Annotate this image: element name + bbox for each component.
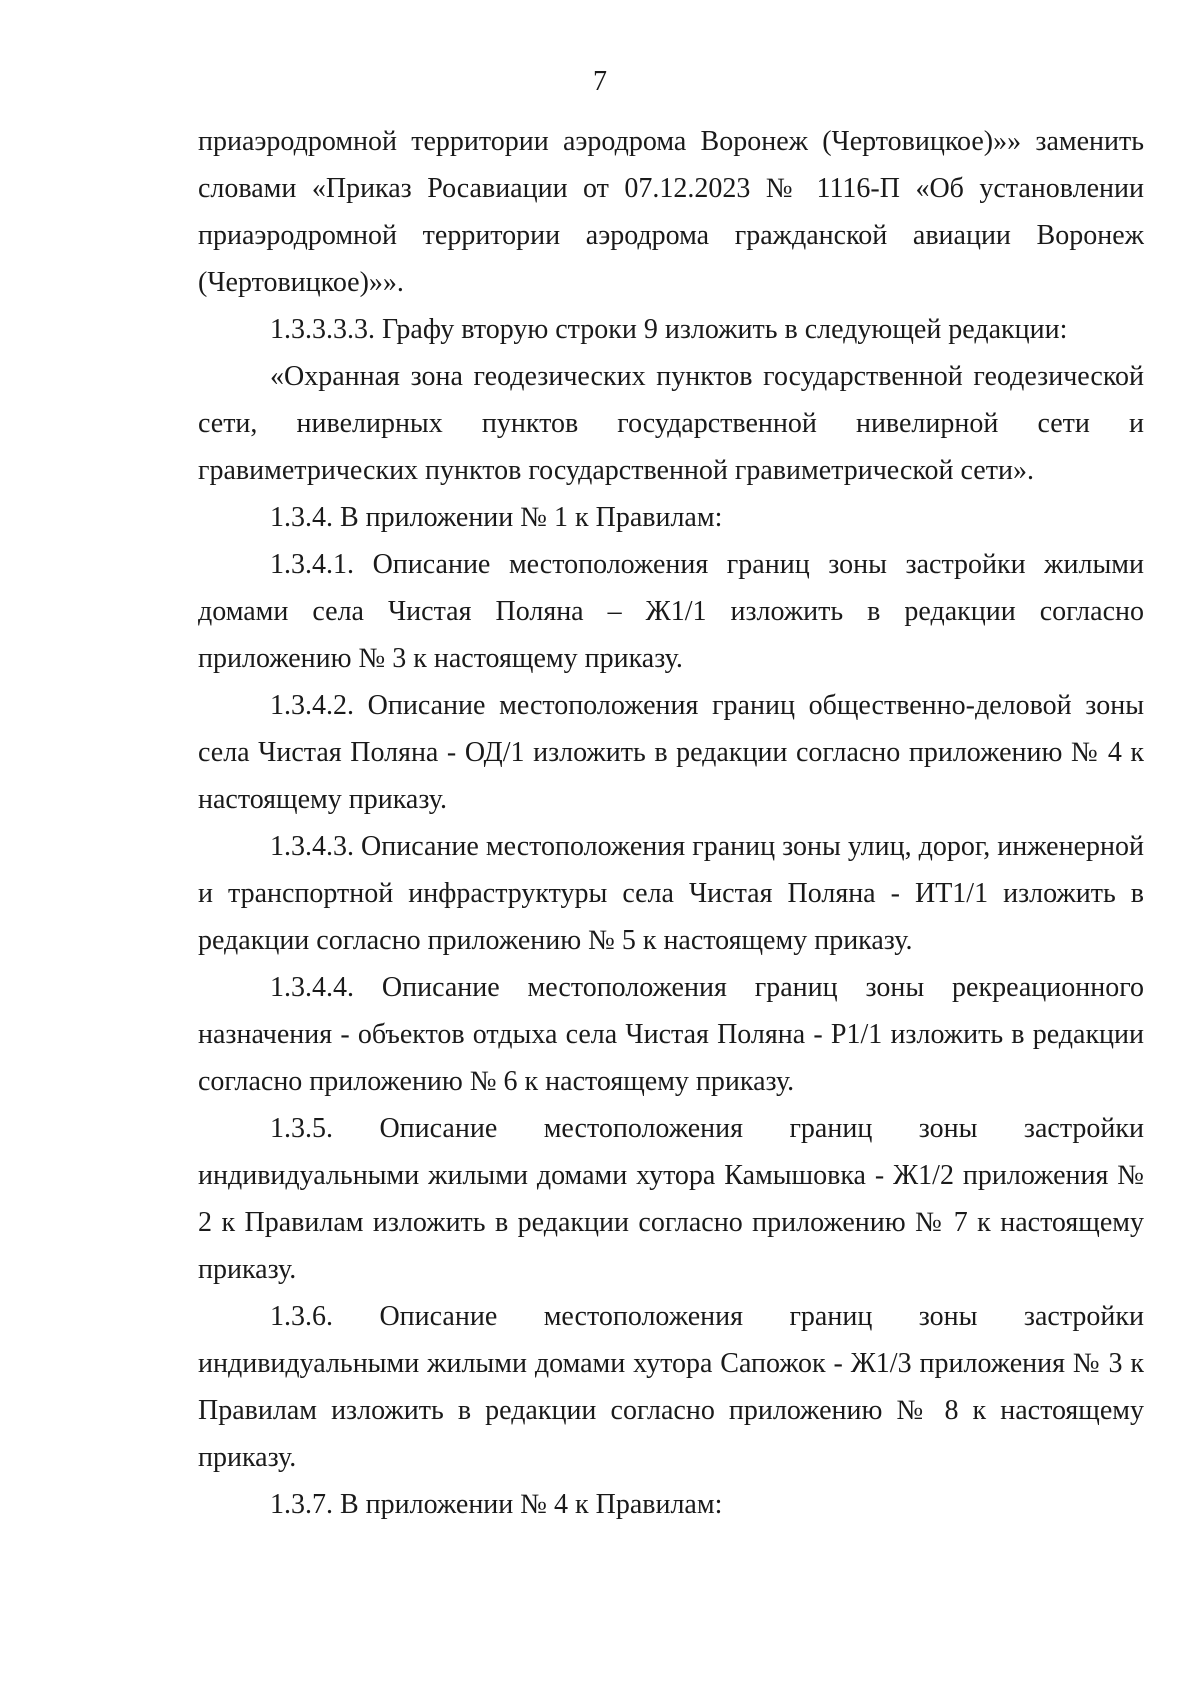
page-number: 7 <box>593 66 607 97</box>
paragraph-1-3-6: 1.3.6. Описание местоположения границ зоны застройки индивидуальными жилыми домами хутора Сапожок - Ж1/3 приложения № 3 к Правилам изложить в редакции согласно приложению № 8 к настоящему приказу. <box>198 1301 1144 1473</box>
paragraph-1-3-4-3: 1.3.4.3. Описание местоположения границ зоны улиц, дорог, инженерной и транспортной инфраструктуры села Чистая Поляна - ИТ1/1 изложить в редакции согласно приложению № 5 к настоящему приказу. <box>198 831 1144 956</box>
paragraph-1-3-4-4: 1.3.4.4. Описание местоположения границ зоны рекреационного назначения - объектов отдыха села Чистая Поляна - Р1/1 изложить в редакции согласно приложению № 6 к настоящему приказу. <box>198 972 1144 1097</box>
paragraph-1-3-4-1: 1.3.4.1. Описание местоположения границ зоны застройки жилыми домами села Чистая Поляна – Ж1/1 изложить в редакции согласно приложению № 3 к настоящему приказу. <box>198 549 1144 674</box>
paragraph-quote-protection-zone: «Охранная зона геодезических пунктов государственной геодезической сети, нивелирных пунктов государственной нивелирной сети и гравиметрических пунктов государственной гравиметрической сети». <box>198 361 1144 486</box>
document-body <box>198 118 1144 1528</box>
paragraph-continuation: приаэродромной территории аэродрома Воронеж (Чертовицкое)»» заменить словами «Приказ Росавиации от 07.12.2023 № 1116-П «Об установлении приаэродромной территории аэродрома гражданской авиации Воронеж (Чертовицкое)»». <box>198 126 1144 298</box>
paragraph-1-3-4-2: 1.3.4.2. Описание местоположения границ общественно-деловой зоны села Чистая Поляна - ОД/1 изложить в редакции согласно приложению № 4 к настоящему приказу. <box>198 690 1144 815</box>
paragraph-1-3-7: 1.3.7. В приложении № 4 к Правилам: <box>270 1489 723 1520</box>
paragraph-1-3-3-3-3: 1.3.3.3.3. Графу вторую строки 9 изложить в следующей редакции: <box>270 314 1068 345</box>
paragraph-1-3-5: 1.3.5. Описание местоположения границ зоны застройки индивидуальными жилыми домами хутора Камышовка - Ж1/2 приложения № 2 к Правилам изложить в редакции согласно приложению № 7 к настоящему приказу. <box>198 1113 1144 1285</box>
paragraph-1-3-4: 1.3.4. В приложении № 1 к Правилам: <box>270 502 723 533</box>
